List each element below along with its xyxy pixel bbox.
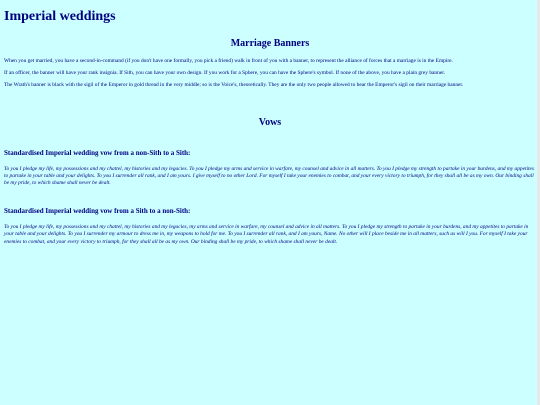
sith-vow-heading: Standardised Imperial wedding vow from a Sith to a non-Sith:: [4, 207, 191, 216]
banners-paragraph-1: When you get married, you have a second-in-command (if you don't have one formally, you pick a friend) walk in front of you with a banner, to represent the alliance of forces that a marriage is in the Empire.: [4, 58, 453, 64]
nonsith-vow-heading: Standardised Imperial wedding vow from a non-Sith to a Sith:: [4, 148, 191, 157]
nonsith-vow-text: To you I pledge my life, my possessions and my chattel, my histories and my legacies. To you I pledge my arms and service in warfare, my counsel and advice in all matters. To you I pledge my strength to partake in your burdens, and my appetites to partake in your table and your delights. To you I surrender all rank, and I am yours. I give myself to no other Lord. For myself I take your enemies to combat, and your every victory to triumph, for they shall all be as my own. Our binding shall be my pride, to which shame shall never be dealt.: [4, 165, 534, 187]
page-title: Imperial weddings: [4, 9, 116, 24]
vows-heading: Vows: [258, 116, 282, 128]
marriage-banners-heading: Marriage Banners: [230, 38, 310, 49]
sith-vow-text: To you I pledge my life, my possessions and my chattel, my histories and my legacies, my arms and service in warfare, my counsel and advice in all matters. To you I pledge my strength to partake in your burdens, and my appetites to partake in your table and your delights. To you I surrender my armour to dress me in, my weapons to hold for me. To you I surrender all rank, and I am yours, Name. No other will I place beside me in all matters, such as will I you. For myself I take your enemies to combat, and your every victory to triumph, for they shall all be as my own. Our binding shall be my pride, to which shame shall never be dealt.: [4, 224, 529, 245]
banners-paragraph-3: The Wrath's banner is black with the sigil of the Emperor in gold thread in the very middle; so is the Voice's, theoretically. They are the only two people allowed to bear the Emperor's sigil on their marriage banner.: [4, 82, 464, 89]
banners-paragraph-2: If an officer, the banner will have your rank insignia. If Sith, you can have your own design. If you work for a Sphere, you can have the Sphere's symbol. If none of the above, you have a plain grey banner.: [4, 70, 446, 77]
